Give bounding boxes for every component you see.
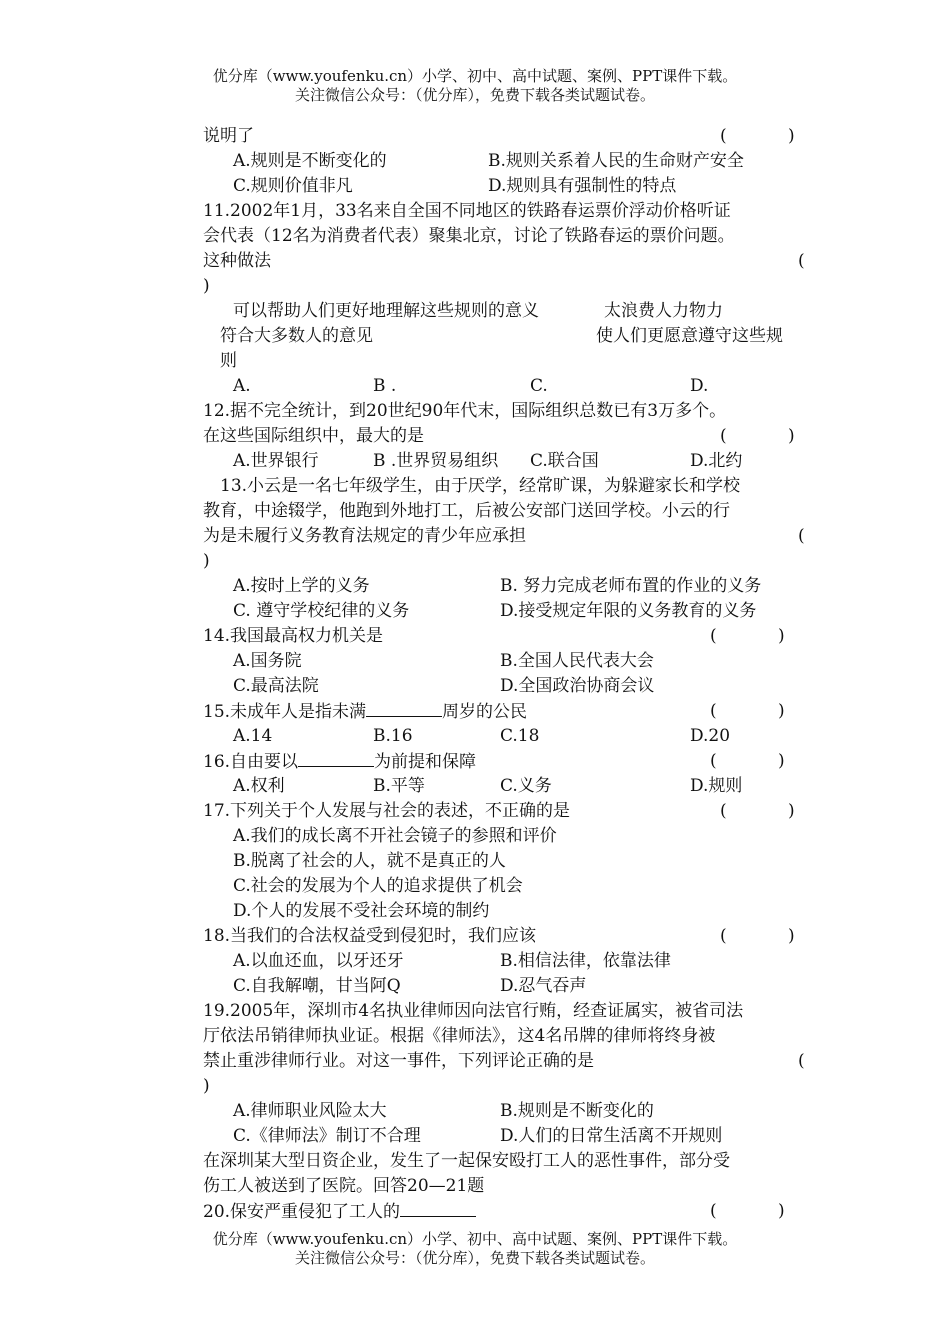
- fill-blank: [400, 1200, 476, 1217]
- question-stem: 17.下列关于个人发展与社会的表述，不正确的是: [203, 801, 571, 821]
- statement-2: 太浪费人力物力: [604, 301, 723, 321]
- question-stem: 说明了: [203, 126, 254, 146]
- question-stem: 18.当我们的合法权益受到侵犯时，我们应该: [203, 926, 537, 946]
- fill-blank: [366, 700, 442, 717]
- answer-paren-open: (: [710, 751, 717, 771]
- option-d: D.规则具有强制性的特点: [488, 176, 677, 196]
- question-stem-line-1: 11.2002年1月，33名来自全国不同地区的铁路春运票价浮动价格听证: [203, 201, 731, 221]
- answer-paren-close: ): [778, 1201, 785, 1221]
- option-c: C. 遵守学校纪律的义务: [233, 601, 410, 621]
- question-stem-line-1: 19.2005年，深圳市4名执业律师因向法官行贿，经查证属实，被省司法: [203, 1001, 744, 1021]
- option-b: B.全国人民代表大会: [500, 651, 654, 671]
- answer-paren-open: (: [720, 426, 727, 446]
- answer-paren-close: ): [788, 801, 795, 821]
- answer-paren-close: ): [203, 551, 210, 571]
- stem-part-1: 15.未成年人是指未满: [203, 702, 367, 722]
- option-a: A.按时上学的义务: [233, 576, 370, 596]
- question-stem-line-1: 13.小云是一名七年级学生，由于厌学，经常旷课，为躲避家长和学校: [220, 476, 741, 496]
- option-b: B.相信法律，依靠法律: [500, 951, 671, 971]
- option-c: C.《律师法》制订不合理: [233, 1126, 421, 1146]
- question-stem: [203, 1200, 476, 1223]
- question-stem-line-3: 禁止重涉律师行业。对这一事件，下列评论正确的是: [203, 1051, 594, 1071]
- option-c: C.规则价值非凡: [233, 176, 353, 196]
- option-b: B .: [373, 376, 397, 396]
- answer-paren-close: ): [778, 751, 785, 771]
- option-b: B .世界贸易组织: [373, 451, 499, 471]
- option-a: A.律师职业风险太大: [233, 1101, 387, 1121]
- option-a: A.国务院: [233, 651, 302, 671]
- material-line-1: 在深圳某大型日资企业，发生了一起保安殴打工人的恶性事件，部分受: [203, 1151, 730, 1171]
- option-c: C.18: [500, 726, 540, 746]
- question-stem-line-3: 为是未履行义务教育法规定的青少年应承担: [203, 526, 526, 546]
- option-b: B.平等: [373, 776, 425, 796]
- question-stem-line-2: 会代表（12名为消费者代表）聚集北京，讨论了铁路春运的票价问题。: [203, 226, 735, 246]
- answer-paren-open: (: [720, 801, 727, 821]
- footer-line-2: 关注微信公众号：（优分库），免费下载各类试题试卷。: [294, 1249, 655, 1267]
- option-c: C.义务: [500, 776, 552, 796]
- stem-part-1: 20.保安严重侵犯了工人的: [203, 1202, 401, 1222]
- statement-3: 符合大多数人的意见: [220, 326, 373, 346]
- answer-paren-close: ): [778, 701, 785, 721]
- answer-paren-close: ): [788, 126, 795, 146]
- stem-part-1: 16.自由要以: [203, 752, 299, 772]
- option-c: C.社会的发展为个人的追求提供了机会: [233, 876, 523, 896]
- option-a: A.14: [233, 726, 273, 746]
- statement-1: 可以帮助人们更好地理解这些规则的意义: [233, 301, 539, 321]
- answer-paren-open: (: [720, 926, 727, 946]
- option-d: D.接受规定年限的义务教育的义务: [500, 601, 757, 621]
- question-stem: [203, 750, 476, 773]
- option-d: D.北约: [690, 451, 743, 471]
- question-stem: [203, 700, 527, 723]
- option-b: B. 努力完成老师布置的作业的义务: [500, 576, 762, 596]
- option-b: B.脱离了社会的人，就不是真正的人: [233, 851, 506, 871]
- stem-part-2: 周岁的公民: [442, 702, 528, 722]
- answer-paren-open: (: [798, 526, 805, 546]
- answer-paren-close: ): [788, 426, 795, 446]
- option-a: A.以血还血，以牙还牙: [233, 951, 404, 971]
- option-d: D.个人的发展不受社会环境的制约: [233, 901, 490, 921]
- option-c: C.最高法院: [233, 676, 319, 696]
- answer-paren-open: (: [710, 1201, 717, 1221]
- question-stem-line-1: 12.据不完全统计，到20世纪90年代末，国际组织总数已有3万多个。: [203, 401, 727, 421]
- question-stem: 14.我国最高权力机关是: [203, 626, 384, 646]
- option-d: D.: [690, 376, 709, 396]
- option-c: C.自我解嘲，甘当阿Q: [233, 976, 401, 996]
- footer-line-1: 优分库（www.youfenku.cn）小学、初中、高中试题、案例、PPT课件下载。: [212, 1230, 738, 1248]
- answer-paren-open: (: [798, 251, 805, 271]
- option-b: B.规则是不断变化的: [500, 1101, 654, 1121]
- option-d: D.20: [690, 726, 731, 746]
- stem-part-2: 为前提和保障: [374, 752, 477, 772]
- option-a: A.规则是不断变化的: [233, 151, 387, 171]
- option-d: D.忍气吞声: [500, 976, 587, 996]
- material-line-2: 伤工人被送到了医院。回答20—21题: [203, 1176, 485, 1196]
- question-stem-line-2: 在这些国际组织中，最大的是: [203, 426, 424, 446]
- option-a: A.世界银行: [233, 451, 319, 471]
- fill-blank: [298, 750, 374, 767]
- answer-paren-open: (: [720, 126, 727, 146]
- statement-4-cont: 则: [220, 351, 237, 371]
- answer-paren-close: ): [203, 1076, 210, 1096]
- option-c: C.: [530, 376, 548, 396]
- option-b: B.16: [373, 726, 413, 746]
- answer-paren-close: ): [788, 926, 795, 946]
- header-line-1: 优分库（www.youfenku.cn）小学、初中、高中试题、案例、PPT课件下载。: [212, 67, 738, 85]
- option-b: B.规则关系着人民的生命财产安全: [488, 151, 744, 171]
- option-d: D.全国政治协商会议: [500, 676, 655, 696]
- answer-paren-open: (: [710, 626, 717, 646]
- answer-paren-open: (: [798, 1051, 805, 1071]
- statement-4: 使人们更愿意遵守这些规: [596, 326, 783, 346]
- option-a: A.我们的成长离不开社会镜子的参照和评价: [233, 826, 557, 846]
- header-line-2: 关注微信公众号：（优分库），免费下载各类试题试卷。: [294, 86, 655, 104]
- question-stem-line-2: 教育，中途辍学，他跑到外地打工，后被公安部门送回学校。小云的行: [203, 501, 730, 521]
- option-a: A.权利: [233, 776, 285, 796]
- answer-paren-close: ): [778, 626, 785, 646]
- answer-paren-close: ): [203, 276, 210, 296]
- question-stem-line-2: 厅依法吊销律师执业证。根据《律师法》，这4名吊牌的律师将终身被: [203, 1026, 716, 1046]
- option-a: A.: [233, 376, 251, 396]
- option-d: D.规则: [690, 776, 743, 796]
- option-c: C.联合国: [530, 451, 599, 471]
- answer-paren-open: (: [710, 701, 717, 721]
- question-stem-line-3: 这种做法: [203, 251, 271, 271]
- option-d: D.人们的日常生活离不开规则: [500, 1126, 723, 1146]
